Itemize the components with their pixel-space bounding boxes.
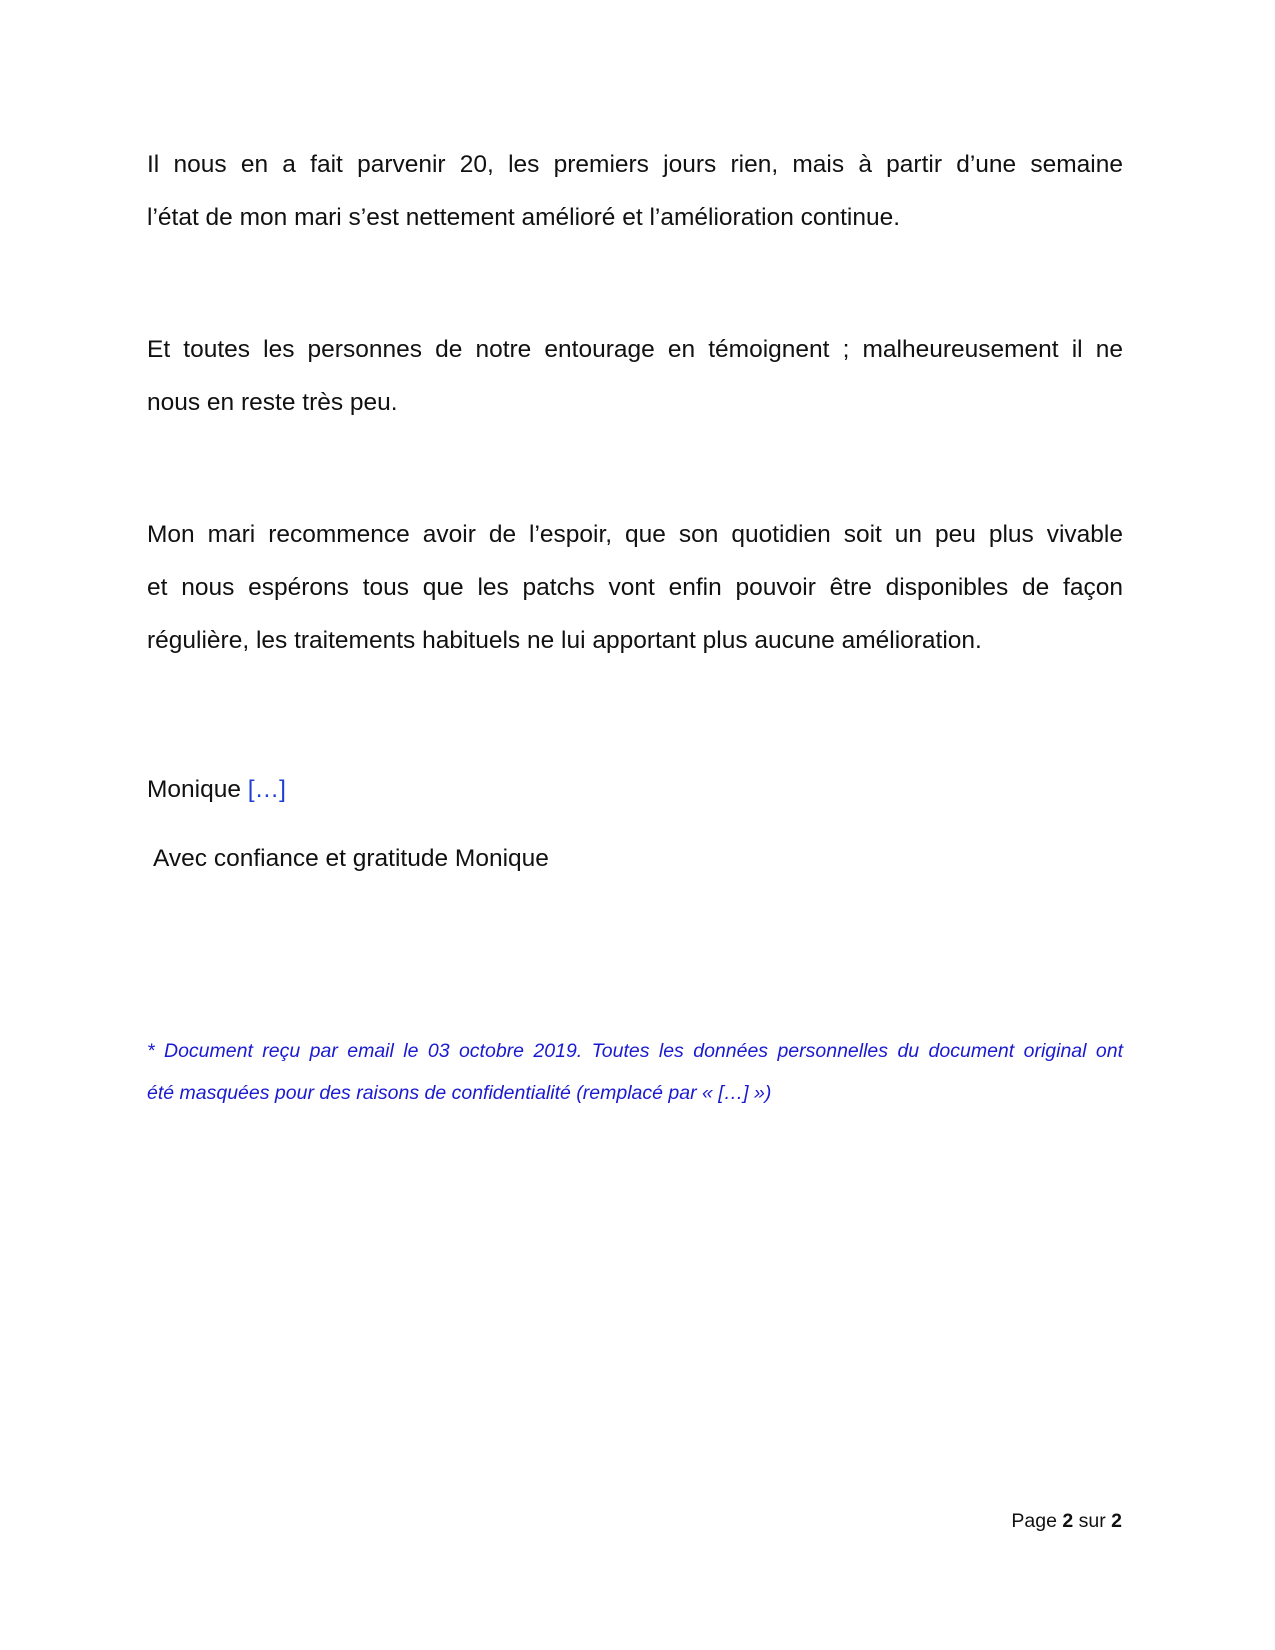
paragraph-1-line-1: Il nous en a fait parvenir 20, les premiers jours rien, mais à partir d’une semaine (147, 151, 1123, 178)
total-pages-number: 2 (1111, 1510, 1122, 1532)
redacted-marker: […] (247, 776, 286, 803)
paragraph-3-line-3: régulière, les traitements habituels ne lui apportant plus aucune amélioration. (147, 627, 982, 654)
of-label: sur (1078, 1510, 1106, 1532)
paragraph-3-line-2: et nous espérons tous que les patchs vont enfin pouvoir être disponibles de façon (147, 574, 1123, 601)
paragraph-3-line-1: Mon mari recommence avoir de l’espoir, que son quotidien soit un peu plus vivable (147, 521, 1123, 548)
note-line-2: été masquées pour des raisons de confidentialité (remplacé par « […] ») (147, 1082, 772, 1104)
closing-line (153, 832, 1129, 885)
current-page-number: 2 (1062, 1510, 1074, 1532)
signature-name-line (147, 763, 1123, 816)
note-line-1: * Document reçu par email le 03 octobre 2019. Toutes les données personnelles du document original ont (147, 1040, 1123, 1062)
page-number-footer (1011, 1510, 1122, 1533)
paragraph-2 (147, 323, 1123, 429)
paragraph-1 (147, 138, 1123, 244)
paragraph-2-line-1: Et toutes les personnes de notre entourage en témoignent ; malheureusement il ne (147, 336, 1123, 363)
page-label: Page (1011, 1510, 1057, 1532)
closing-text: Avec confiance et gratitude Monique (153, 845, 549, 872)
paragraph-1-line-2: l’état de mon mari s’est nettement amélioré et l’amélioration continue. (147, 204, 901, 231)
paragraph-3 (147, 508, 1123, 667)
paragraph-2-line-2: nous en reste très peu. (147, 389, 398, 416)
signature-name: Monique (147, 776, 241, 803)
confidentiality-note (147, 1030, 1123, 1114)
